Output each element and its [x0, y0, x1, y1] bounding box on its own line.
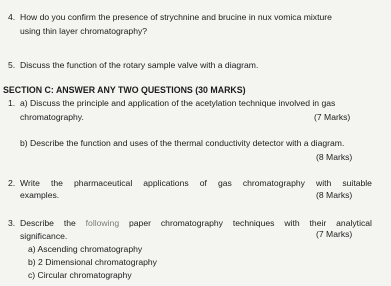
word: suitable: [342, 178, 372, 188]
sc-q1-b-marks: (8 Marks): [316, 152, 353, 162]
sc-q2-line1: [20, 178, 372, 189]
sc-q3-line2: significance.: [20, 231, 68, 241]
word: of: [199, 178, 207, 188]
sc-q1-a-line1: a) Discuss the principle and application of the acetylation technique involved in gas: [20, 98, 336, 108]
sc-q1-number: 1.: [8, 98, 16, 108]
word: Write: [20, 178, 40, 188]
sc-q3-item-c: c) Circular chromatography: [28, 270, 132, 280]
q4-line1: How do you confirm the presence of strychnine and brucine in nux vomica mixture: [20, 12, 332, 22]
sc-q1-a-marks: (7 Marks): [314, 112, 351, 122]
word: their: [309, 218, 327, 228]
word: chromatography: [242, 178, 305, 188]
sc-q3-marks: (7 Marks): [316, 229, 353, 239]
q5-number: 5.: [8, 60, 16, 70]
q4-number: 4.: [8, 12, 16, 22]
word: analytical: [336, 218, 372, 228]
word: following: [85, 218, 120, 228]
sc-q2-number: 2.: [8, 178, 16, 188]
word: gas: [217, 178, 232, 188]
sc-q3-number: 3.: [8, 218, 16, 228]
word: techniques: [232, 218, 275, 228]
word: with: [316, 178, 332, 188]
sc-q1-b-line1: b) Describe the function and uses of the thermal conductivity detector with a diagram.: [20, 138, 345, 148]
sc-q2-line2: examples.: [20, 190, 60, 200]
word: pharmaceutical: [73, 178, 133, 188]
word: chromatography: [160, 218, 223, 228]
sc-q1-a-line2: chromatography.: [20, 112, 84, 122]
word: with: [284, 218, 300, 228]
word: the: [63, 218, 76, 228]
word: applications: [143, 178, 189, 188]
sc-q3-item-b: b) 2 Dimensional chromatography: [28, 257, 157, 267]
q4-line2: using thin layer chromatography?: [20, 26, 148, 36]
sc-q3-line1: [20, 218, 372, 229]
section-c-heading: SECTION C: ANSWER ANY TWO QUESTIONS (30 MARKS): [3, 85, 246, 95]
word: the: [50, 178, 63, 188]
sc-q3-item-a: a) Ascending chromatography: [28, 244, 143, 254]
q5-text: Discuss the function of the rotary sample valve with a diagram.: [20, 60, 259, 70]
sc-q2-marks: (8 Marks): [316, 190, 353, 200]
word: Describe: [20, 218, 54, 228]
word: paper: [129, 218, 151, 228]
